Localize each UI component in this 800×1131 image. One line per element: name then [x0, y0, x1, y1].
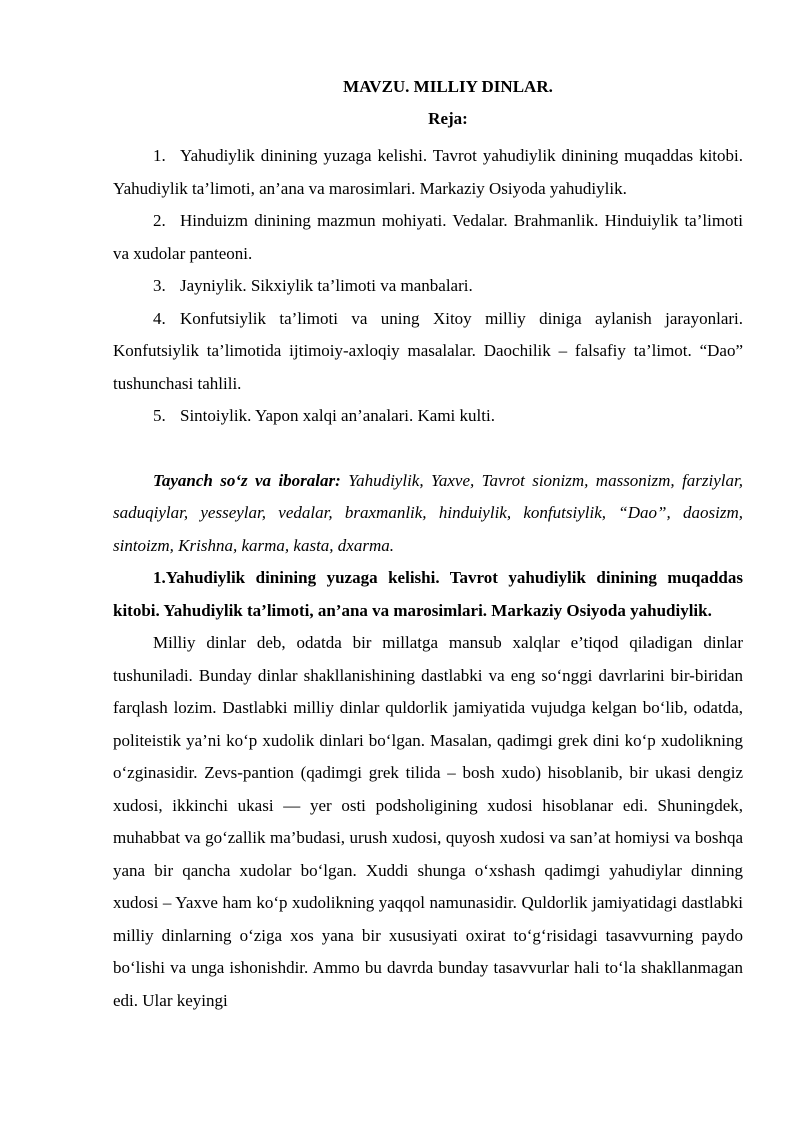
page-title: MAVZU. MILLIY DINLAR.	[343, 77, 553, 96]
plan-item-text: Konfutsiylik ta’limoti va uning Xitoy milliy diniga aylanish jarayonlari. Konfutsiylik ta’limotida ijtimoiy-axloqiy masalalar. Daochilik – falsafiy ta’limot. “Dao” tushunchasi tahlili.	[113, 308, 743, 393]
plan-item-text: Sintoiylik. Yapon xalqi an’analari. Kami kulti.	[180, 406, 495, 425]
keywords-paragraph	[113, 465, 743, 563]
plan-item-text: Yahudiylik dinining yuzaga kelishi. Tavrot yahudiylik dinining muqaddas kitobi. Yahudiylik ta’limoti, an’ana va marosimlari. Markaziy Osiyoda yahudiylik.	[113, 146, 743, 198]
document-body	[113, 140, 743, 1017]
plan-item-text: Hinduizm dinining mazmun mohiyati. Vedalar. Brahmanlik. Hinduiylik ta’limoti va xudolar panteoni.	[113, 211, 743, 263]
plan-item-text: Jayniylik. Sikxiylik ta’limoti va manbalari.	[180, 276, 473, 295]
plan-item-number: 1.	[153, 146, 166, 165]
body-paragraph: Milliy dinlar deb, odatda bir millatga mansub xalqlar e’tiqod qiladigan dinlar tushuniladi. Bunday dinlar shakllanishining dastlabki va eng so‘nggi davrlarini bir-biridan farqlash lozim. Dastlabki milliy dinlar quldorlik jamiyatida vujudga kelgan bo‘lib, odatda, politeistik ya’ni ko‘p xudolik dinlari bo‘lgan. Masalan, qadimgi grek dini ko‘p xudolikning o‘zginasidir. Zevs-pantion (qadimgi grek tilida – bosh xudo) hisoblanib, bir ukasi dengiz xudosi, ikkinchi ukasi — yer osti podsholigining xudosi hisoblanar edi. Shuningdek, muhabbat va go‘zallik ma’budasi, urush xudosi, quyosh xudosi va san’at homiysi va boshqa yana bir qancha xudolar bo‘lgan. Xuddi shunga o‘xshash qadimgi yahudiylar dinning xudosi – Yaxve ham ko‘p xudolikning yaqqol namunasidir. Quldorlik jamiyatidagi dastlabki milliy dinlarning o‘ziga xos yana bir xususiyati oxirat to‘g‘risidagi tasavvurning paydo bo‘lishi va unga ishonishdir. Ammo bu davrda bunday tasavvurlar hali to‘la shakllanmagan edi. Ular keyingi	[113, 633, 743, 1010]
plan-item	[113, 303, 743, 401]
plan-heading: Reja:	[428, 109, 468, 128]
plan-item-number: 3.	[153, 276, 166, 295]
plan-item-number: 5.	[153, 406, 166, 425]
section-heading: 1.Yahudiylik dinining yuzaga kelishi. Tavrot yahudiylik dinining muqaddas kitobi. Yahudiylik ta’limoti, an’ana va marosimlari. Markaziy Osiyoda yahudiylik.	[113, 568, 743, 620]
keywords-label: Tayanch so‘z va iboralar:	[153, 470, 341, 490]
keywords-list: Yahudiylik, Yaxve, Tavrot sionizm, massonizm, farziylar, saduqiylar, yesseylar, vedalar, braxmanlik, hinduiylik, konfutsiylik, “Dao”, daosizm, sintoizm, Krishna, karma, kasta, dxarma.	[113, 470, 743, 555]
plan-item	[113, 270, 743, 303]
plan-item-number: 4.	[153, 308, 166, 328]
plan-item-number: 2.	[153, 211, 166, 230]
plan-item	[113, 140, 743, 205]
plan-item	[113, 400, 743, 433]
spacer	[113, 433, 743, 465]
plan-item	[113, 205, 743, 270]
